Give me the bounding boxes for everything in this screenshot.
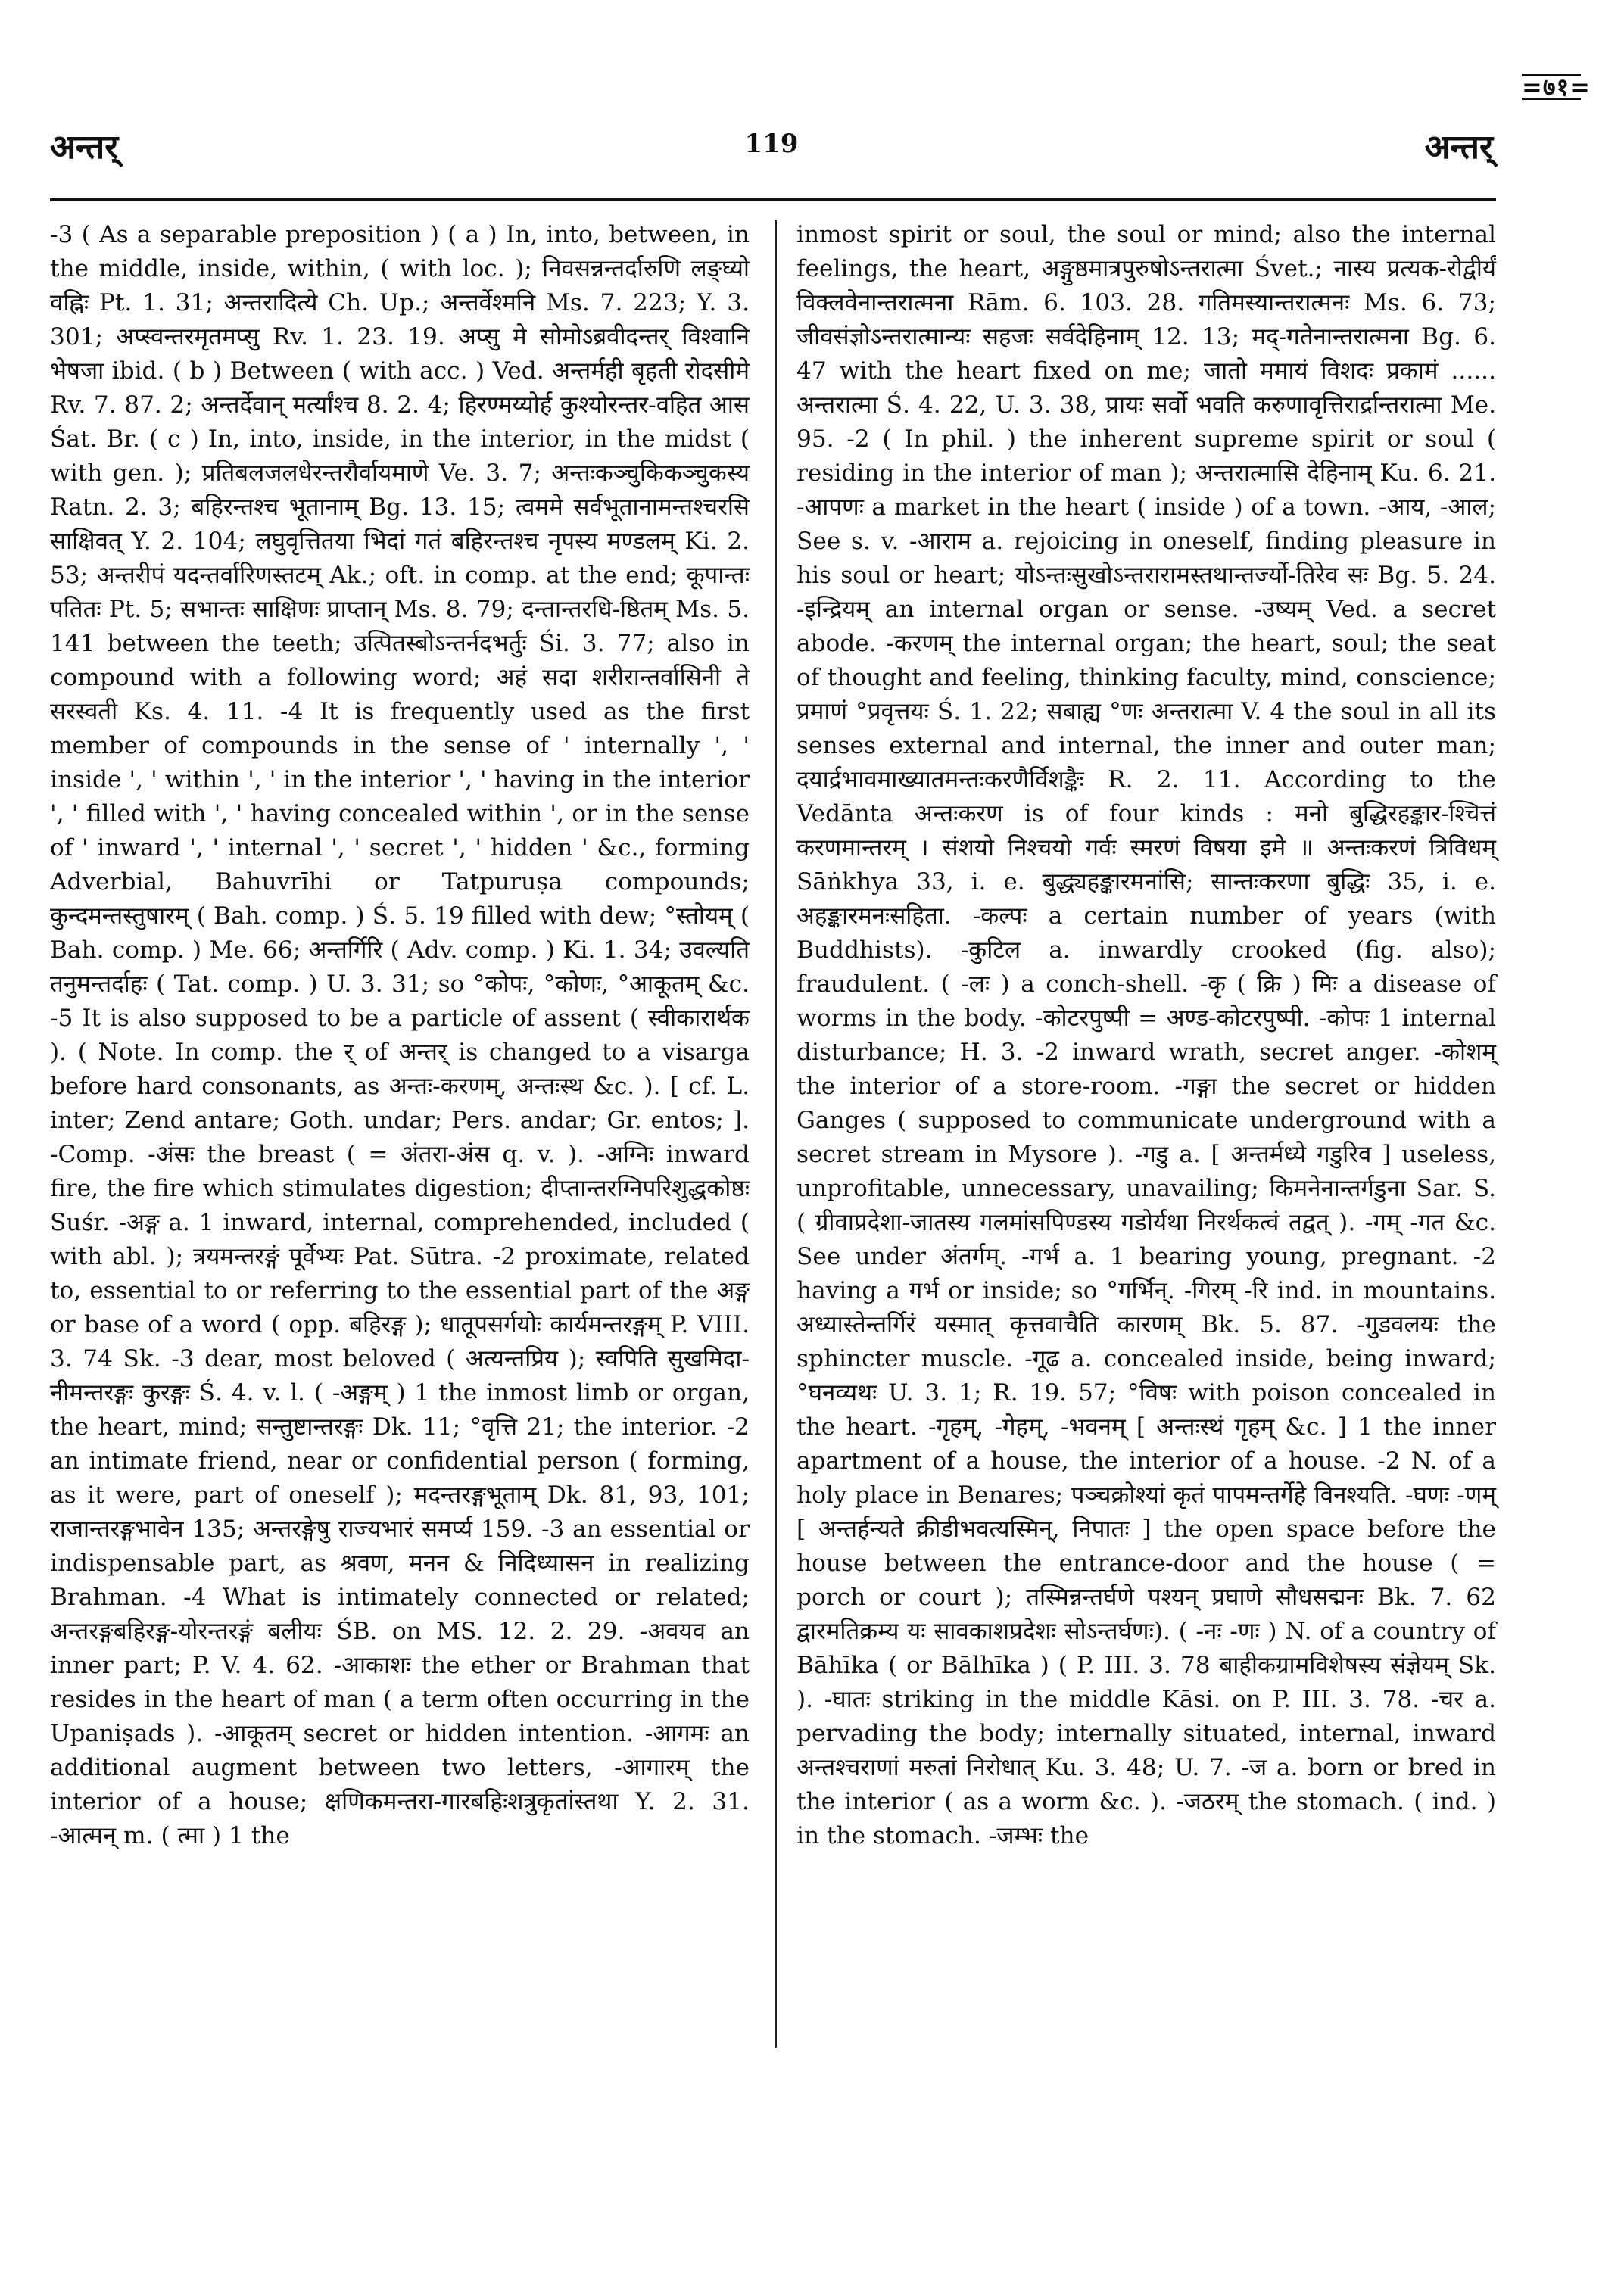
column-divider [775, 220, 777, 2048]
right-column-text: inmost spirit or soul, the soul or mind; also the internal feelings, the heart, अङ्गुष्ठमात्रपुरुषोऽन्तरात्मा Śvet.; नास्य प्रत्यक-रोद्वीर्यं विक्लवेनान्तरात्मना Rām. 6. 103. 28. गतिमस्यान्तरात्मनः Ms. 6. 73; जीवसंज्ञोऽन्तरात्मान्यः सहजः सर्वदेहिनाम् 12. 13; मद्-गतेनान्तरात्मना Bg. 6. 47 with the heart fixed on me; जातो ममायं विशदः प्रकामं ...... अन्तरात्मा Ś. 4. 22, U. 3. 38, प्रायः सर्वो भवति करुणावृत्तिरार्द्रान्तरात्मा Me. 95. -2 ( In phil. ) the inherent supreme spirit or soul ( residing in the interior of man ); अन्तरात्मासि देहिनाम् Ku. 6. 21. -आपणः a market in the heart ( inside ) of a town. -आय, -आल; See s. v. -आराम a. rejoicing in oneself, finding pleasure in his soul or heart; योऽन्तःसुखोऽन्तरारामस्तथान्तर्ज्यो-तिरेव सः Bg. 5. 24. -इन्द्रियम् an internal organ or sense. -उष्यम् Ved. a secret abode. -करणम् the internal organ; the heart, soul; the seat of thought and feeling, thinking faculty, mind, conscience; प्रमाणं °प्रवृत्तयः Ś. 1. 22; सबाह्य °णः अन्तरात्मा V. 4 the soul in all its senses external and internal, the inner and outer man; दयार्द्रभावमाख्यातमन्तःकरणैर्विशङ्कैः R. 2. 11. According to the Vedānta अन्तःकरण is of four kinds : मनो बुद्धिरहङ्कार-श्चित्तं करणमान्तरम् । संशयो निश्चयो गर्वः स्मरणं विषया इमे ॥ अन्तःकरणं त्रिविधम् Sāṅkhya 33, i. e. बुद्ध्यहङ्कारमनांसि; सान्तःकरणा बुद्धिः 35, i. e. अहङ्कारमनःसहिता. -कल्पः a certain number of years (with Buddhists). -कुटिल a. inwardly crooked (fig. also); fraudulent. ( -लः ) a conch-shell. -कृ ( क्रि ) मिः a disease of worms in the body. -कोटरपुष्पी = अण्ड-कोटरपुष्पी. -कोपः 1 internal disturbance; H. 3. -2 inward wrath, secret anger. -कोशम् the interior of a store-room. -गङ्गा the secret or hidden Ganges ( supposed to communicate underground with a secret stream in Mysore ). -गडु a. [ अन्तर्मध्ये गडुरिव ] useless, unprofitable, unnecessary, unavailing; किमनेनान्तर्गडुना Sar. S. ( ग्रीवाप्रदेशा-जातस्य गलमांसपिण्डस्य गडोर्यथा निरर्थकत्वं तद्वत् ). -गम् -गत &c. See under अंतर्गम्. -गर्भ a. 1 bearing young, pregnant. -2 having a गर्भ or inside; so °गर्भिन्. -गिरम् -रि ind. in mountains. अध्यास्तेन्तर्गिरं यस्मात् कृत्तवाचैति कारणम् Bk. 5. 87. -गुडवलयः the sphincter muscle. -गूढ a. concealed inside, being inward; °घनव्यथः U. 3. 1; R. 19. 57; °विषः with poison concealed in the heart. -गृहम्, -गेहम्, -भवनम् [ अन्तःस्थं गृहम् &c. ] 1 the inner apartment of a house, the interior of a house. -2 N. of a holy place in Benares; पञ्चक्रोश्यां कृतं पापमन्तर्गेहे विनश्यति. -घणः -णम् [ अन्तर्हन्यते क्रीडीभवत्यस्मिन्, निपातः ] the open space before the house between the entrance-door and the house ( = porch or court ); तस्मिन्नन्तर्घणे पश्यन् प्रघाणे सौधसद्मनः Bk. 7. 62 द्वारमतिक्रम्य यः सावकाशप्रदेशः सोऽन्तर्घणः). ( -नः -णः ) N. of a country of Bāhīka ( or Bālhīka ) ( P. III. 3. 78 बाहीकग्रामविशेषस्य संज्ञेयम् Sk. ). -घातः striking in the middle Kāsi. on P. III. 3. 78. -चर a. pervading the body; internally situated, internal, inward अन्तश्चराणां मरुतां निरोधात् Ku. 3. 48; U. 7. -ज a. born or bred in the interior ( as a worm &c. ). -जठरम् the stomach. ( ind. ) in the stomach. -जम्भः the [796, 221, 1496, 1849]
running-header [50, 121, 1493, 174]
page-number: 119 [744, 129, 799, 159]
left-column [50, 218, 750, 1853]
right-headword: अन्तर् [1424, 128, 1493, 167]
left-column-text: -3 ( As a separable preposition ) ( a ) In, into, between, in the middle, inside, within, ( with loc. ); निवसन्नन्तर्दारुणि लङ्घ्यो वह्निः Pt. 1. 31; अन्तरादित्ये Ch. Up.; अन्तर्वेश्मनि Ms. 7. 223; Y. 3. 301; अप्स्वन्तरमृतमप्सु Rv. 1. 23. 19. अप्सु मे सोमोऽब्रवीदन्तर् विश्वानि भेषजा ibid. ( b ) Between ( with acc. ) Ved. अन्तर्मही बृहती रोदसीमे Rv. 7. 87. 2; अन्तर्देवान् मर्त्यांश्च 8. 2. 4; हिरण्मय्योर्ह कुश्योरन्तर-वहित आस Śat. Br. ( c ) In, into, inside, in the interior, in the midst ( with gen. ); प्रतिबलजलधेरन्तरौर्वायमाणे Ve. 3. 7; अन्तःकञ्चुकिकञ्चुकस्य Ratn. 2. 3; बहिरन्तश्च भूतानाम् Bg. 13. 15; त्वममे सर्वभूतानामन्तश्चरसि साक्षिवत् Y. 2. 104; लघुवृत्तितया भिदां गतं बहिरन्तश्च नृपस्य मण्डलम् Ki. 2. 53; अन्तरीपं यदन्तर्वारिणस्तटम् Ak.; oft. in comp. at the end; कूपान्तः पतितः Pt. 5; सभान्तः साक्षिणः प्राप्तान् Ms. 8. 79; दन्तान्तरधि-ष्ठितम् Ms. 5. 141 between the teeth; उत्पितस्बोऽन्तर्नदभर्तुः Śi. 3. 77; also in compound with a following word; अहं सदा शरीरान्तर्वासिनी ते सरस्वती Ks. 4. 11. -4 It is frequently used as the first member of compounds in the sense of ' internally ', ' inside ', ' within ', ' in the interior ', ' having in the interior ', ' filled with ', ' having concealed within ', or in the sense of ' inward ', ' internal ', ' secret ', ' hidden ' &c., forming Adverbial, Bahuvrīhi or Tatpuruṣa compounds; कुन्दमन्तस्तुषारम् ( Bah. comp. ) Ś. 5. 19 filled with dew; °स्तोयम् ( Bah. comp. ) Me. 66; अन्तर्गिरि ( Adv. comp. ) Ki. 1. 34; उवल्यति तनुमन्तर्दाहः ( Tat. comp. ) U. 3. 31; so °कोपः, °कोणः, °आकूतम् &c. -5 It is also supposed to be a particle of assent ( स्वीकारार्थक ). ( Note. In comp. the र् of अन्तर् is changed to a visarga before hard consonants, as अन्तः-करणम्, अन्तःस्थ &c. ). [ cf. L. inter; Zend antare; Goth. undar; Pers. andar; Gr. entos; ]. -Comp. -अंसः the breast ( = अंतरा-अंस q. v. ). -अग्निः inward fire, the fire which stimulates digestion; दीप्तान्तरग्निपरिशुद्धकोष्ठः Suśr. -अङ्ग a. 1 inward, internal, comprehended, included ( with abl. ); त्रयमन्तरङ्गं पूर्वेभ्यः Pat. Sūtra. -2 proximate, related to, essential to or referring to the essential part of the अङ्ग or base of a word ( opp. बहिरङ्ग ); धातूपसर्गयोः कार्यमन्तरङ्गम् P. VIII. 3. 74 Sk. -3 dear, most beloved ( अत्यन्तप्रिय ); स्वपिति सुखमिदा-नीमन्तरङ्गः कुरङ्गः Ś. 4. v. l. ( -अङ्गम् ) 1 the inmost limb or organ, the heart, mind; सन्तुष्टान्तरङ्गः Dk. 11; °वृत्ति 21; the interior. -2 an intimate friend, near or confidential person ( forming, as it were, part of oneself ); मदन्तरङ्गभूताम् Dk. 81, 93, 101; राजान्तरङ्गभावेन 135; अन्तरङ्गेषु राज्यभारं समर्प्य 159. -3 an essential or indispensable part, as श्रवण, मनन & निदिध्यासन in realizing Brahman. -4 What is intimately connected or related; अन्तरङ्गबहिरङ्ग-योरन्तरङ्गं बलीयः ŚB. on MS. 12. 2. 29. -अवयव an inner part; P. V. 4. 62. -आकाशः the ether or Brahman that resides in the heart of man ( a term often occurring in the Upaniṣads ). -आकूतम् secret or hidden intention. -आगमः an additional augment between two letters, -आगारम् the interior of a house; क्षणिकमन्तरा-गारबहिःशत्रुकृतांस्तथा Y. 2. 31. -आत्मन् m. ( त्मा ) 1 the [50, 221, 750, 1849]
right-column [796, 218, 1496, 1853]
left-headword: अन्तर् [50, 128, 119, 167]
page-corner-marker: =७१= [1522, 73, 1591, 101]
header-rule [50, 198, 1496, 201]
